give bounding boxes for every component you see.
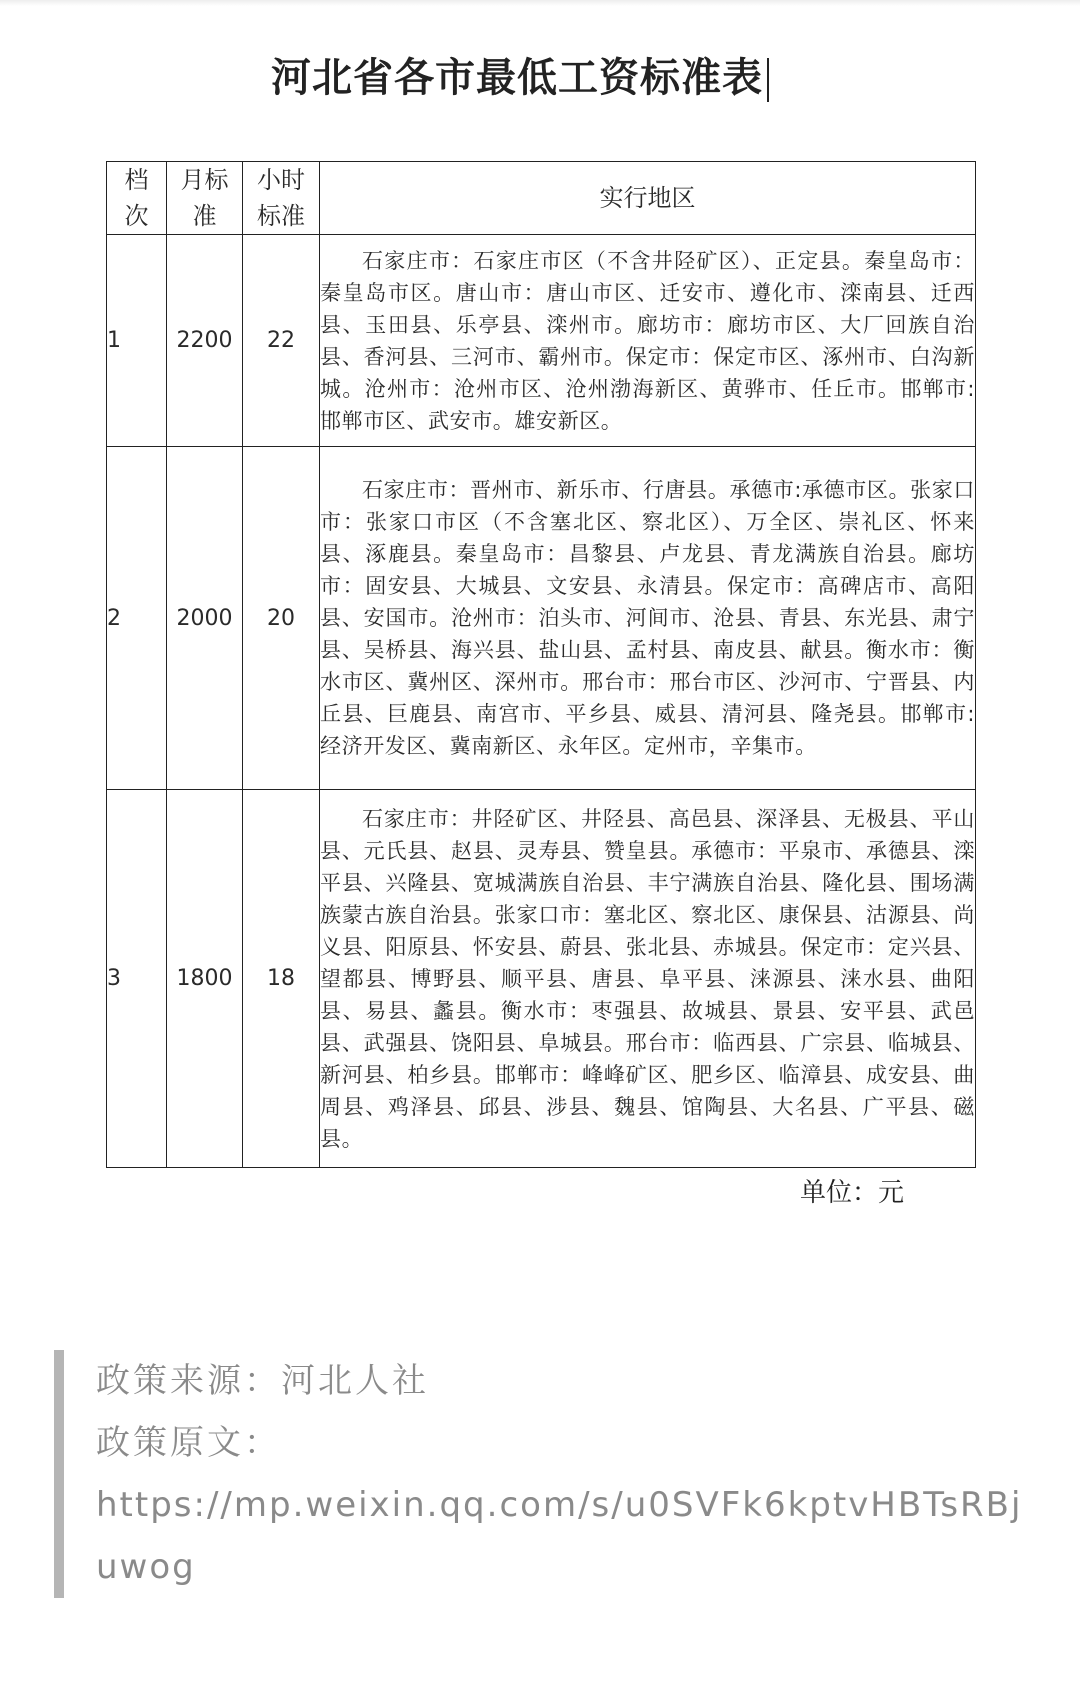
- hourly-cell: 18: [243, 790, 320, 1168]
- region-cell: [320, 447, 976, 790]
- policy-original-label: 政策原文：: [96, 1423, 281, 1463]
- region-cell: [320, 235, 976, 447]
- region-text: 石家庄市：晋州市、新乐市、行唐县。承德市:承德市区。张家口市：张家口市区（不含塞北区、察北区）、万全区、崇礼区、怀来县、涿鹿县。秦皇岛市：昌黎县、卢龙县、青龙满族自治县。廊坊市：固安县、大城县、文安县、永清县。保定市：高碑店市、高阳县、安国市。沧州市：泊头市、河间市、沧县、青县、东光县、肃宁县、吴桥县、海兴县、盐山县、孟村县、南皮县、献县。衡水市：衡水市区、冀州区、深州市。邢台市：邢台市区、沙河市、宁晋县、内丘县、巨鹿县、南宫市、平乡县、威县、清河县、隆尧县。邯郸市:经济开发区、冀南新区、永年区。定州市，辛集市。: [320, 478, 975, 758]
- region-cell: [320, 790, 976, 1168]
- monthly-cell: 1800: [167, 790, 243, 1168]
- policy-url-link[interactable]: https://mp.weixin.qq.com/s/u0SVFk6kptvHBTsRBjuwog: [96, 1485, 1023, 1587]
- table-header-row: [107, 162, 976, 235]
- hourly-cell: 20: [243, 447, 320, 790]
- level-cell: 3: [107, 790, 167, 1168]
- header-regions: [320, 162, 976, 235]
- header-monthly-label: 月标准: [180, 166, 229, 230]
- table-row: [107, 790, 976, 1168]
- header-hourly: [243, 162, 320, 235]
- header-level: [107, 162, 167, 235]
- table-row: [107, 447, 976, 790]
- region-text: 石家庄市：井陉矿区、井陉县、高邑县、深泽县、无极县、平山县、元氏县、赵县、灵寿县、赞皇县。承德市：平泉市、承德县、滦平县、兴隆县、宽城满族自治县、丰宁满族自治县、隆化县、围场满族蒙古族自治县。张家口市：塞北区、察北区、康保县、沽源县、尚义县、阳原县、怀安县、蔚县、张北县、赤城县。保定市：定兴县、望都县、博野县、顺平县、唐县、阜平县、涞源县、涞水县、曲阳县、易县、蠡县。衡水市：枣强县、故城县、景县、安平县、武邑县、武强县、饶阳县、阜城县。邢台市：临西县、广宗县、临城县、新河县、柏乡县。邯郸市：峰峰矿区、肥乡区、临漳县、成安县、曲周县、鸡泽县、邱县、涉县、魏县、馆陶县、大名县、广平县、磁县。: [320, 806, 975, 1151]
- monthly-cell: 2000: [167, 447, 243, 790]
- top-edge: [0, 0, 1080, 6]
- source-quote-block: [54, 1350, 1034, 1598]
- region-text: 石家庄市：石家庄市区（不含井陉矿区）、正定县。秦皇岛市：秦皇岛市区。唐山市：唐山市区、迁安市、遵化市、滦南县、迁西县、玉田县、乐亭县、滦州市。廊坊市：廊坊市区、大厂回族自治县、香河县、三河市、霸州市。保定市：保定市区、涿州市、白沟新城。沧州市：沧州市区、沧州渤海新区、黄骅市、任丘市。邯郸市:邯郸市区、武安市。雄安新区。: [320, 248, 975, 433]
- unit-note: 单位：元: [800, 1178, 905, 1208]
- text-cursor: [767, 58, 769, 102]
- header-hourly-label: 小时标准: [257, 166, 305, 230]
- level-cell: 2: [107, 447, 167, 790]
- header-regions-label: 实行地区: [599, 184, 696, 212]
- hourly-cell: 22: [243, 235, 320, 447]
- level-cell: 1: [107, 235, 167, 447]
- header-level-label: 档次: [124, 166, 149, 230]
- document-title-text: 河北省各市最低工资标准表: [271, 55, 763, 101]
- policy-source-text: 政策来源：河北人社: [96, 1361, 429, 1401]
- table-row: [107, 235, 976, 447]
- document-title: [240, 52, 800, 104]
- monthly-cell: 2200: [167, 235, 243, 447]
- wage-table: [106, 161, 976, 1168]
- header-monthly: [167, 162, 243, 235]
